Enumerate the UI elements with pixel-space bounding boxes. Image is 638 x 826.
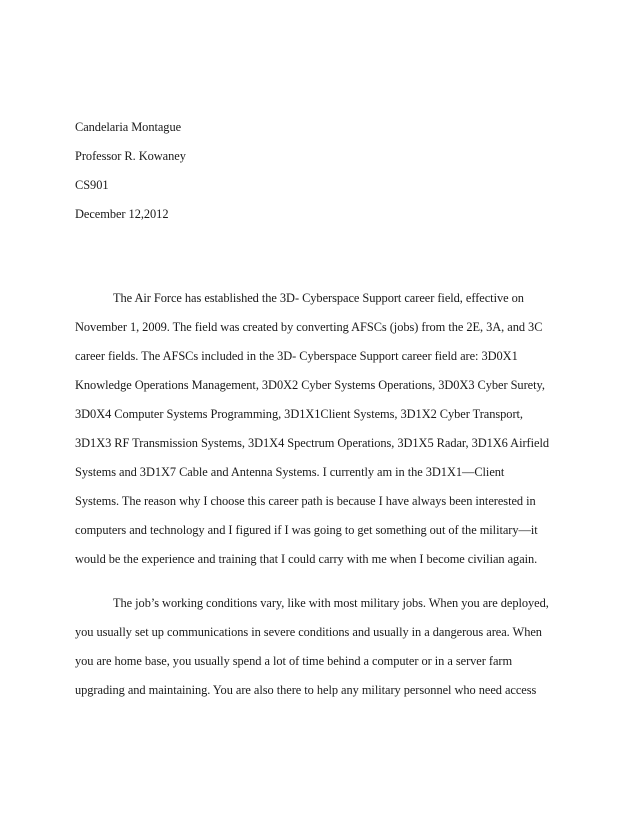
paragraph-line: Systems. The reason why I choose this career path is because I have always been interested in [75,494,536,508]
professor-name: Professor R. Kowaney [75,149,186,163]
course-code: CS901 [75,178,109,192]
paragraph-line: The Air Force has established the 3D- Cyberspace Support career field, effective on [113,291,524,305]
paragraph-line: Systems and 3D1X7 Cable and Antenna Systems. I currently am in the 3D1X1—Client [75,465,505,479]
paragraph-line: would be the experience and training that I could carry with me when I become civilian again. [75,552,538,566]
paragraph-line: 3D1X3 RF Transmission Systems, 3D1X4 Spectrum Operations, 3D1X5 Radar, 3D1X6 Airfield [75,436,550,450]
author-name: Candelaria Montague [75,120,182,134]
paragraph-line: career fields. The AFSCs included in the 3D- Cyberspace Support career field are: 3D0X1 [75,349,518,363]
paragraph-line: computers and technology and I figured if I was going to get something out of the military—it [75,523,538,537]
document-date: December 12,2012 [75,207,169,221]
paragraph-line: you are home base, you usually spend a lot of time behind a computer or in a server farm [75,654,513,668]
paragraph-line: The job’s working conditions vary, like with most military jobs. When you are deployed, [113,596,549,610]
paragraph-line: 3D0X4 Computer Systems Programming, 3D1X1Client Systems, 3D1X2 Cyber Transport, [75,407,523,421]
paragraph-line: Knowledge Operations Management, 3D0X2 Cyber Systems Operations, 3D0X3 Cyber Surety, [75,378,545,392]
paragraph-line: you usually set up communications in severe conditions and usually in a dangerous area. When [75,625,542,639]
paragraph-line: upgrading and maintaining. You are also there to help any military personnel who need access [75,683,537,697]
paragraph-line: November 1, 2009. The field was created by converting AFSCs (jobs) from the 2E, 3A, and 3C [75,320,543,334]
